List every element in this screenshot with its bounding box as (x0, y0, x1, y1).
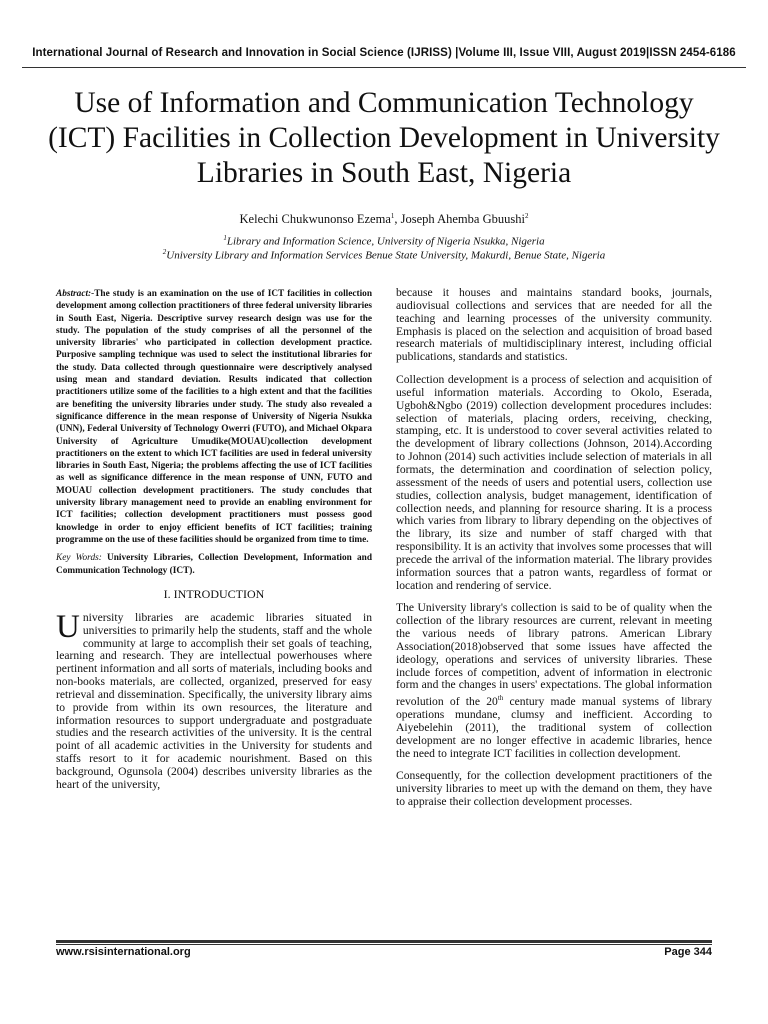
body-paragraph (396, 602, 712, 760)
affiliation-text: University Library and Information Services Benue State University, Makurdi, Benue State, Nigeria (166, 249, 606, 262)
author-sup: 2 (524, 212, 529, 220)
keywords (56, 552, 372, 577)
right-column (396, 287, 712, 809)
body-paragraph: Collection development is a process of selection and acquisition of useful information materials. According to Okolo, Eserada, Ugboh&Ngbo (2019) collection development procedures includes: selection of materials, placing orders, receiving, checking, stamping, etc. It is understood to cover several activities related to the development of library collections (Johnson, 2014).According to Johnon (2014) such activities include selection of materials in all formats, the determination and coordination of selection policy, assessment of the needs of users and potential users, collection use studies, collection analysis, budget management, identification of collection needs, and planning for resource sharing. It is a process which varies from library to library depending on the objectives of the library, its size and number of staff charged with that responsibility. It is an activity that involves some processes that will precede the arrival of the information material. The library provides information sources that a patron wants, regardless of format or location and rendering of service. (396, 373, 712, 592)
affiliation-text: Library and Information Science, University of Nigeria Nsukka, Nigeria (226, 235, 545, 248)
footer-rule (56, 940, 712, 943)
affiliation-sup: 1 (223, 234, 227, 242)
affiliation-sup: 2 (162, 248, 167, 256)
paper-title: Use of Information and Communication Technology (ICT) Facilities in Collection Development in University Libraries in South East, Nigeria (48, 87, 720, 189)
header-rule (22, 67, 746, 68)
keywords-label: Key Words: (56, 553, 102, 564)
abstract-label: Abstract:- (56, 289, 95, 299)
abstract-text: The study is an examination on the use of ICT facilities in collection development among collection practitioners of three federal university libraries in South East, Nigeria. Descriptive survey research design was use for the study. The population of the study comprises of all the personnel of the university libraries' who participated in collection development practice. Purposive sampling technique was used to select the institutional libraries for the study. Data collected through questionnaire were descriptively analysed using mean and standard deviation. Results indicated that collection practitioners utilize some of the facilities to a high extent and that the facilities are benefiting the university libraries under study. The study also revealed a significance difference in the mean response of University of Nigeria Nsukka (UNN), Federal University of Technology Owerri (FUTO), and Michael Okpara University of Agriculture Umudike(MOUAU)collection development practitioners on the extent to which ICT facilities are used in federal university libraries in South East, Nigeria; the problems affecting the use of ICT facilities as well as significance difference in the mean response of UNN, FUTO and MOUAU collection development practitioners. The study concludes that university library management need to provide an enabling environment for ICT facilities; collection development practitioners must possess good knowledge in order to enjoy efficient benefits of ICT facilities; training programme on the use of these facilities should be organized from time to time. (56, 289, 372, 545)
section-heading: I. INTRODUCTION (163, 586, 265, 601)
keywords-text: University Libraries, Collection Development, Information and Communication Technology (ICT). (56, 553, 372, 576)
affiliation-2 (0, 248, 768, 262)
superscript: th (497, 694, 504, 703)
author-separator: , (394, 212, 401, 227)
author-name: Joseph Ahemba Gbuushi (400, 212, 525, 227)
footer-rule-thin (56, 944, 712, 945)
intro-text: niversity libraries are academic libraries situated in universities to primarily help the students, staff and the whole community at large to accomplish their set goals of teaching, learning and research. They are intellectual powerhouses where pertinent information and all sorts of materials, including books and non-books materials, are collected, organized, preserved for easy retrieval and dissemination. Specifically, the university library aims to provide from within its own resources, the literature and information resources to support undergraduate and postgraduate studies and the research activities of the university. It is the central point of all academic activities in the University for students and staffs resort to it for academic nourishment. Based on this background, Ogunsola (2004) describes university libraries as the heart of the university, (56, 610, 372, 791)
intro-paragraph (56, 608, 372, 792)
drop-cap: U (56, 608, 80, 645)
author-sup: 1 (390, 212, 395, 220)
footer-page-number: Page 344 (664, 946, 712, 958)
abstract (56, 288, 372, 546)
paragraph-text: The University library's collection is said to be of quality when the collection of the library resources are current, relevant in meeting the various needs of library patrons. American Library Association(2018)observed that some issues have affected the ideology, operations and services of university libraries. These include forces of competition, advent of information in electronic form and the changes in users' expectations. The global information revolution of the 20 (396, 601, 712, 709)
body-paragraph: because it houses and maintains standard books, journals, audiovisual collections and services that are needed for all the teaching and learning processes of the university community. Emphasis is placed on the selection and acquisition of broad based research materials of multidisciplinary interest, including official publications, standards and statistics. (396, 286, 712, 364)
left-column (56, 288, 372, 792)
affiliation-1 (0, 234, 768, 248)
journal-header: International Journal of Research and Innovation in Social Science (IJRISS) |Volume III, Issue VIII, August 2019|ISSN 2454-6186 (32, 47, 736, 59)
body-paragraph: Consequently, for the collection development practitioners of the university libraries to meet up with the demand on them, they have to appraise their collection development processes. (396, 769, 712, 809)
author-line (0, 212, 768, 227)
author-name: Kelechi Chukwunonso Ezema (239, 212, 391, 227)
footer-website: www.rsisinternational.org (56, 946, 191, 958)
paragraph-text: century made manual systems of library operations mundane, clumsy and inefficient. According to Aiyebelehin (2011), the traditional system of collection development are no longer effective in academic libraries, hence the need to integrate ICT facilities in collection development. (396, 695, 713, 760)
